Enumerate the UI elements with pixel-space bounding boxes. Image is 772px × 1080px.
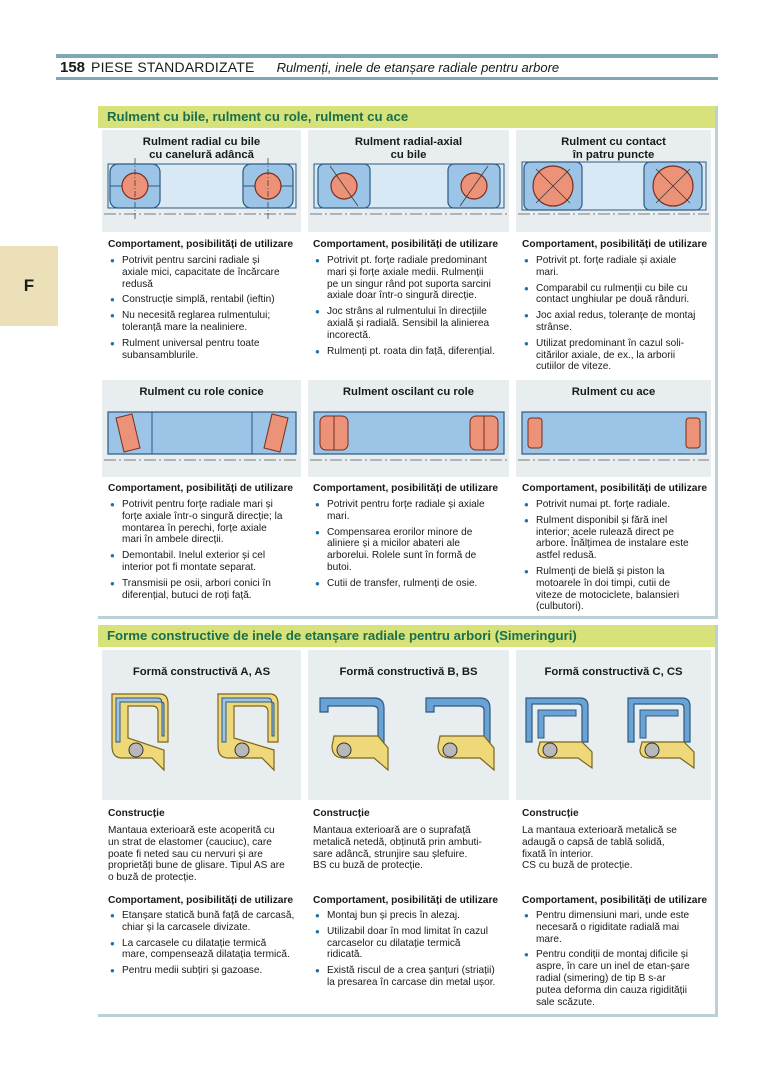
behavior-heading: Comportament, posibilități de utilizare <box>313 483 499 494</box>
list-item: ● Construcție simplă, rentabil (ieftin) <box>108 294 304 306</box>
bearing-name: Rulment radial cu bile cu canelură adâncă <box>142 136 261 161</box>
spherical-roller-bearing-drawing <box>308 380 509 477</box>
construction-heading: Construcție <box>108 808 165 819</box>
page-subtitle: Rulmenți, inele de etanșare radiale pentru arbore <box>276 60 560 75</box>
bearing-6-bullets <box>522 499 712 617</box>
seal-name: Formă constructivă B, BS <box>339 666 478 678</box>
seal-name: Formă constructivă C, CS <box>544 666 683 678</box>
seal-type-a-drawing <box>102 650 301 800</box>
list-item: ● Transmisii pe osii, arbori conici în diferențial, butuci de roți față. <box>108 578 304 602</box>
bearing-name: Rulment radial-axial cu bile <box>354 136 463 161</box>
behavior-heading: Comportament, posibilități de utilizare <box>522 239 708 250</box>
angular-ball-bearing-drawing <box>308 130 509 232</box>
behavior-heading: Comportament, posibilități de utilizare <box>313 895 499 906</box>
seal-2-bullets <box>313 910 513 993</box>
list-item: ● Potrivit pt. forțe radiale predominant mari și forțe axiale medii. Rulmenții pe un singur rând pot suporta sarcini axiale doar într-o singură direcție. <box>313 255 513 302</box>
list-item: ● Rulment universal pentru toate subansamblurile. <box>108 338 304 362</box>
panel-angular-ball-bearing <box>308 130 509 232</box>
bearings-section-title: Rulment cu bile, rulment cu role, rulment cu ace <box>98 106 715 128</box>
panel-seal-type-c <box>516 650 711 800</box>
list-item: ● Potrivit pt. forțe radiale și axiale mari. <box>522 255 712 279</box>
list-item: ● Montaj bun și precis în alezaj. <box>313 910 513 922</box>
list-item: ● Demontabil. Inelul exterior și cel interior pot fi montate separat. <box>108 550 304 574</box>
header-rule-top <box>56 54 718 58</box>
list-item: ● Etanșare statică bună față de carcasă, chiar și la carcasele divizate. <box>108 910 304 934</box>
behavior-heading: Comportament, posibilități de utilizare <box>522 483 708 494</box>
bearing-5-bullets <box>313 499 513 594</box>
list-item: ● Nu necesită reglarea rulmentului; toleranță mare la nealiniere. <box>108 310 304 334</box>
bearing-name: Rulment oscilant cu role <box>342 386 475 398</box>
section-title: PIESE STANDARDIZATE <box>91 59 255 75</box>
needle-bearing-drawing <box>516 380 711 477</box>
seal-type-c-drawing <box>516 650 711 800</box>
bearing-1-bullets <box>108 255 304 365</box>
behavior-heading: Comportament, posibilități de utilizare <box>108 895 294 906</box>
list-item: ● Comparabil cu rulmenții cu bile cu contact unghiular pe două rânduri. <box>522 283 712 307</box>
list-item: ● Rulmenți de bielă și piston la motoarele în doi timpi, cutii de viteze de motociclete, balansieri (culbutori). <box>522 566 712 613</box>
panel-deep-groove-ball-bearing <box>102 130 301 232</box>
panel-tapered-roller-bearing <box>102 380 301 477</box>
seal-name: Formă constructivă A, AS <box>132 666 271 678</box>
panel-seal-type-a <box>102 650 301 800</box>
list-item: ● La carcasele cu dilatație termică mare, compensează dilatația termică. <box>108 938 304 962</box>
list-item: ● Există riscul de a crea șanțuri (striații) la presarea în carcase din metal ușor. <box>313 965 513 989</box>
behavior-heading: Comportament, posibilități de utilizare <box>108 483 294 494</box>
tapered-roller-bearing-drawing <box>102 380 301 477</box>
construction-heading: Construcție <box>522 808 579 819</box>
bearing-2-bullets <box>313 255 513 361</box>
list-item: ● Potrivit pentru sarcini radiale și axiale mici, capacitate de încărcare redusă <box>108 255 304 290</box>
four-point-bearing-drawing <box>516 130 711 232</box>
behavior-heading: Comportament, posibilități de utilizare <box>522 895 708 906</box>
construction-text: La mantaua exterioară metalică se adaugă o capsă de tablă solidă, fixată în interior. CS cu buză de protecție. <box>522 825 677 872</box>
panel-needle-bearing <box>516 380 711 477</box>
behavior-heading: Comportament, posibilități de utilizare <box>313 239 499 250</box>
list-item: ● Pentru dimensiuni mari, unde este necesară o rigiditate radială mai mare. <box>522 910 712 945</box>
list-item: ● Joc axial redus, toleranțe de montaj strânse. <box>522 310 712 334</box>
list-item: ● Pentru condiții de montaj dificile și aspre, în care un inel de etan-șare radial (simering) de tip B s-ar putea deforma din cauza rigidității sale scăzute. <box>522 949 712 1008</box>
list-item: ● Utilizabil doar în mod limitat în cazul carcaselor cu dilatație termică ridicată. <box>313 926 513 961</box>
list-item: ● Potrivit pentru forțe radiale mari și forțe axiale într-o singură direcție; la montarea în perechi, forțe axiale mari în ambele direcții. <box>108 499 304 546</box>
seal-1-bullets <box>108 910 304 981</box>
panel-seal-type-b <box>308 650 509 800</box>
list-item: ● Compensarea erorilor minore de aliniere și a micilor abateri ale arborelui. Rolele sunt în formă de butoi. <box>313 527 513 574</box>
list-item: ● Potrivit pentru forțe radiale și axiale mari. <box>313 499 513 523</box>
list-item: ● Rulment disponibil și fără inel interior; acele rulează direct pe arbore. Înălțimea de instalare este astfel redusă. <box>522 515 712 562</box>
panel-four-point-bearing <box>516 130 711 232</box>
header-rule-bottom <box>56 77 718 80</box>
bearing-4-bullets <box>108 499 304 605</box>
page-header <box>60 59 559 77</box>
construction-text: Mantaua exterioară are o suprafață metalică netedă, obținută prin ambuti- sare adâncă, strunjire sau șlefuire. BS cu buză de protecție. <box>313 825 482 872</box>
page-number: 158 <box>60 59 86 76</box>
list-item: ● Utilizat predominant în cazul soli- citărilor axiale, de ex., la arborii cutiilor de viteze. <box>522 338 712 373</box>
chapter-tab: F <box>0 246 58 326</box>
list-item: ● Pentru medii subțiri și gazoase. <box>108 965 304 977</box>
seal-type-b-drawing <box>308 650 509 800</box>
list-item: ● Potrivit numai pt. forțe radiale. <box>522 499 712 511</box>
bearing-name: Rulment cu ace <box>571 386 656 398</box>
seal-3-bullets <box>522 910 712 1012</box>
list-item: ● Rulmenți pt. roata din față, diferențial. <box>313 346 513 358</box>
list-item: ● Joc strâns al rulmentului în direcțiile axială și radială. Sensibil la alinierea incorectă. <box>313 306 513 341</box>
seals-section-title: Forme constructive de inele de etanșare radiale pentru arbori (Simeringuri) <box>98 625 715 647</box>
construction-text: Mantaua exterioară este acoperită cu un strat de elastomer (cauciuc), care poate fi neted sau cu nervuri și are proprietăți bune de glisare. Tipul AS are o buză de protecție. <box>108 825 285 884</box>
bearing-3-bullets <box>522 255 712 377</box>
construction-heading: Construcție <box>313 808 370 819</box>
bearing-name: Rulment cu role conice <box>139 386 264 398</box>
panel-spherical-roller-bearing <box>308 380 509 477</box>
bearing-name: Rulment cu contact în patru puncte <box>561 136 666 161</box>
behavior-heading: Comportament, posibilități de utilizare <box>108 239 294 250</box>
list-item: ● Cutii de transfer, rulmenți de osie. <box>313 578 513 590</box>
deep-groove-ball-bearing-drawing <box>102 130 301 232</box>
